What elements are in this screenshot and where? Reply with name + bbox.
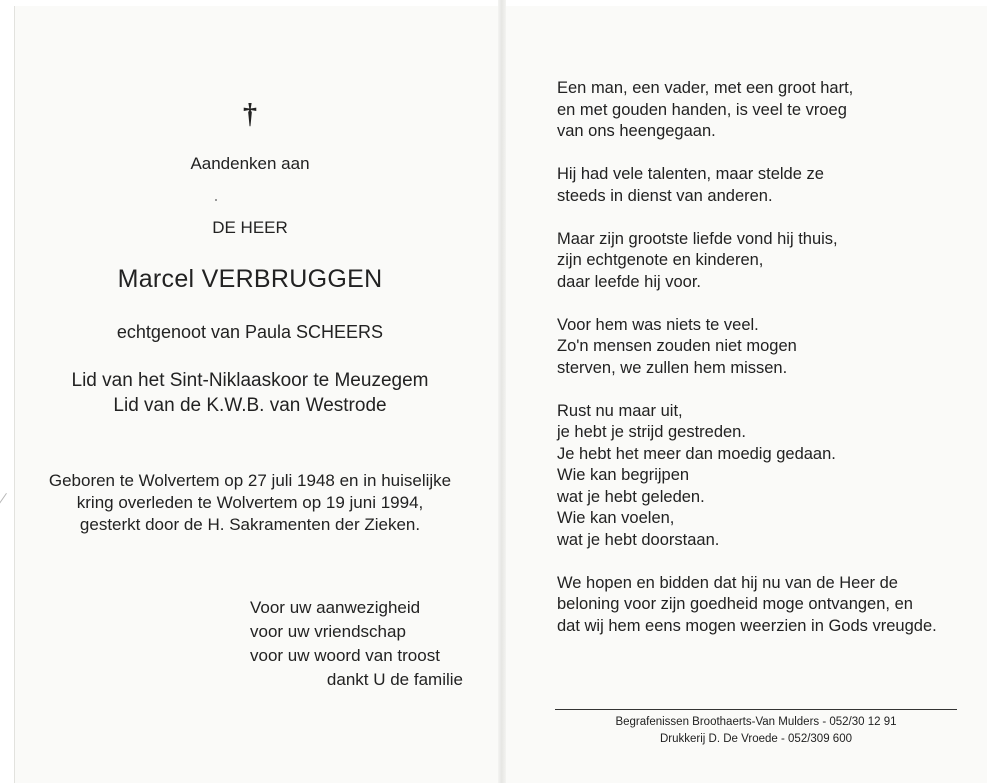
poem-stanza <box>557 164 977 207</box>
poem-line: Een man, een vader, met een groot hart, <box>557 79 854 97</box>
thanks-line: Voor uw aanwezigheid <box>250 598 421 617</box>
poem-stanza <box>557 315 977 380</box>
poem-line: zijn echtgenote en kinderen, <box>557 251 764 269</box>
poem-stanza <box>557 78 977 143</box>
paper-speck <box>215 199 217 201</box>
footer-divider <box>555 709 957 710</box>
poem-line: en met gouden handen, is veel te vroeg <box>557 100 847 119</box>
honorific: DE HEER <box>212 218 288 237</box>
poem-line: steeds in dienst van anderen. <box>557 186 773 205</box>
thanks-line: voor uw woord van troost <box>250 646 440 665</box>
poem-line: beloning voor zijn goedheid moge ontvangen, en <box>557 595 913 613</box>
poem-stanza <box>557 401 977 552</box>
spouse-line: echtgenoot van Paula SCHEERS <box>116 322 384 342</box>
poem-line: Zo'n mensen zouden niet mogen <box>557 337 797 355</box>
cross-icon: † <box>243 99 257 130</box>
poem-line: wat je hebt geleden. <box>557 487 705 506</box>
poem-line: Wie kan voelen, <box>557 509 675 527</box>
birth-death-line: kring overleden te Wolvertem op 19 juni 1994, <box>76 493 424 512</box>
poem-line: Voor hem was niets te veel. <box>557 315 759 334</box>
membership-line: Lid van de K.W.B. van Westrode <box>113 395 387 416</box>
poem-line: Hij had vele talenten, maar stelde ze <box>557 165 824 183</box>
poem <box>557 78 977 659</box>
poem-line: We hopen en bidden dat hij nu van de Heer de <box>557 573 898 592</box>
poem-line: Maar zijn grootste liefde vond hij thuis, <box>557 229 838 248</box>
birth-death-line: Geboren te Wolvertem op 27 juli 1948 en in huiselijke <box>48 471 452 490</box>
thanks-line: voor uw vriendschap <box>250 622 406 641</box>
poem-line: wat je hebt doorstaan. <box>557 530 720 549</box>
footer-credits <box>555 714 957 748</box>
poem-stanza <box>557 229 977 294</box>
membership-line: Lid van het Sint-Niklaaskoor te Meuzegem <box>71 370 429 391</box>
thanks-signature: dankt U de familie <box>326 670 463 689</box>
in-memory-of: Aandenken aan <box>190 154 310 173</box>
funeral-home-credit: Begrafenissen Broothaerts-Van Mulders - 052/30 12 91 <box>615 716 897 728</box>
poem-stanza <box>557 573 977 638</box>
poem-line: van ons heengegaan. <box>557 122 716 140</box>
birth-death-line: gesterkt door de H. Sakramenten der Zieken. <box>79 515 421 534</box>
printer-credit: Drukkerij D. De Vroede - 052/309 600 <box>660 733 852 745</box>
birth-death-info <box>0 470 500 536</box>
memberships <box>0 368 500 418</box>
poem-line: je hebt je strijd gestreden. <box>557 423 746 441</box>
poem-line: dat wij hem eens mogen weerzien in Gods vreugde. <box>557 616 937 635</box>
poem-line: Je hebt het meer dan moedig gedaan. <box>557 444 836 463</box>
deceased-name: Marcel VERBRUGGEN <box>117 265 383 293</box>
poem-line: Wie kan begrijpen <box>557 466 690 484</box>
poem-line: sterven, we zullen hem missen. <box>557 358 788 377</box>
poem-line: daar leefde hij voor. <box>557 272 702 291</box>
poem-line: Rust nu maar uit, <box>557 401 683 420</box>
thanks-block <box>250 596 463 692</box>
